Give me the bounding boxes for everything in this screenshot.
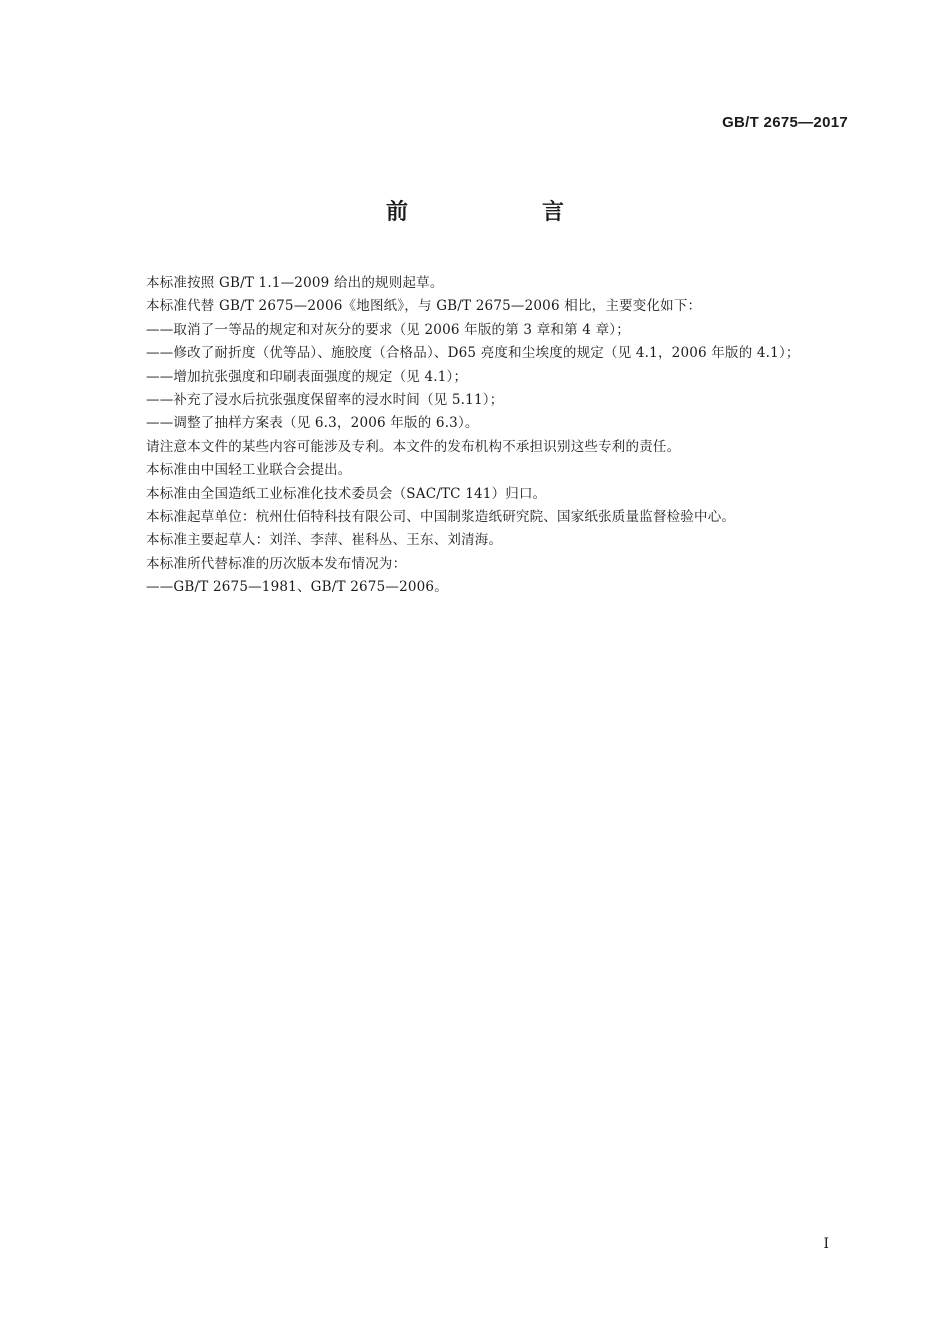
paragraph-drafting-units: 本标准起草单位：杭州仕佰特科技有限公司、中国制浆造纸研究院、国家纸张质量监督检验中心。: [146, 508, 736, 525]
paragraph-drafters: 本标准主要起草人：刘洋、李萍、崔科丛、王东、刘清海。: [146, 532, 503, 549]
change-item: ——调整了抽样方案表（见 6.3，2006 年版的 6.3）。: [146, 415, 479, 432]
paragraph-history-intro: 本标准所代替标准的历次版本发布情况为：: [146, 555, 407, 572]
paragraph-patent-notice: 请注意本文件的某些内容可能涉及专利。本文件的发布机构不承担识别这些专利的责任。: [146, 438, 681, 455]
history-item: ——GB/T 2675—1981、GB/T 2675—2006。: [146, 579, 448, 596]
paragraph-managed-by: 本标准由全国造纸工业标准化技术委员会（SAC/TC 141）归口。: [146, 485, 547, 502]
paragraph-proposed-by: 本标准由中国轻工业联合会提出。: [146, 462, 352, 479]
change-item: ——增加抗张强度和印刷表面强度的规定（见 4.1）；: [146, 368, 468, 385]
paragraph-drafting-rules: 本标准按照 GB/T 1.1—2009 给出的规则起草。: [146, 275, 444, 291]
change-item: ——修改了耐折度（优等品）、施胶度（合格品）、D65 亮度和尘埃度的规定（见 4.1，2006 年版的 4.1）；: [146, 345, 800, 362]
foreword-body: [146, 272, 846, 599]
page-number: I: [823, 1236, 829, 1252]
change-item: ——取消了一等品的规定和对灰分的要求（见 2006 年版的第 3 章和第 4 章）；: [146, 321, 630, 338]
standard-code: GB/T 2675—2017: [722, 114, 848, 131]
paragraph-replaces: 本标准代替 GB/T 2675—2006《地图纸》，与 GB/T 2675—2006 相比，主要变化如下：: [146, 298, 702, 315]
page-title: 前 言: [385, 200, 620, 225]
change-item: ——补充了浸水后抗张强度保留率的浸水时间（见 5.11）；: [146, 391, 504, 408]
